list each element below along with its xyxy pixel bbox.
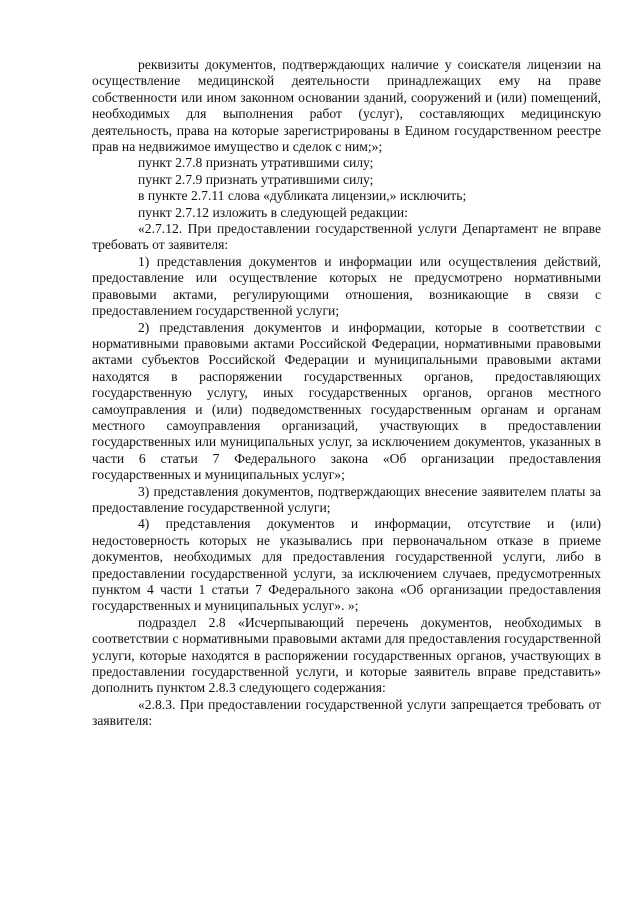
paragraph-item-2-7-8: пункт 2.7.8 признать утратившими силу; <box>138 155 374 171</box>
paragraph-item-2-7-11: в пункте 2.7.11 слова «дубликата лицензии,» исключить; <box>138 188 467 204</box>
paragraph-item-2-7-12-intro: пункт 2.7.12 изложить в следующей редакции: <box>138 204 408 220</box>
list-item-1: 1) представления документов и информации или осуществления действий, предоставление или осуществление которых не предусмотрено нормативными правовыми актами, регулирующими отношения, возникающие в связи с предоставлением государственной услуги; <box>92 253 601 319</box>
list-item-4: 4) представления документов и информации, отсутствие и (или) недостоверность которых не указывались при первоначальном отказе в приеме документов, необходимых для предоставления государственной услуги, либо в предоставлении государственной услуги, за исключением случаев, предусмотренных пунктом 4 части 1 статьи 7 Федерального закона «Об организации предоставления государственных и муниципальных услуг». »; <box>92 516 601 614</box>
list-item-2: 2) представления документов и информации, которые в соответствии с нормативными правовыми актами Российской Федерации, нормативными правовыми актами субъектов Российской Федерации и муниципальными правовыми актами находятся в распоряжении государственных органов, предоставляющих государственную услугу, иных государственных органов, органов местного самоуправления и (или) подведомственных государственным органам и органам местного самоуправления организаций, участвующих в предоставлении государственных или муниципальных услуг, за исключением документов, указанных в части 6 статьи 7 Федерального закона «Об организации предоставления государственных и муниципальных услуг»; <box>92 319 601 483</box>
paragraph-license-premises: реквизиты документов, подтверждающих наличие у соискателя лицензии на осуществление медицинской деятельности принадлежащих ему на праве собственности или ином законном основании зданий, сооружений и (или) помещений, необходимых для выполнения работ (услуг), составляющих медицинскую деятельность, права на которые зарегистрированы в Едином государственном реестре прав на недвижимое имущество и сделок с ним;»; <box>92 57 601 155</box>
paragraph-2-8-3: «2.8.3. При предоставлении государственной услуги запрещается требовать от заявителя: <box>92 696 601 729</box>
list-item-3: 3) представления документов, подтверждающих внесение заявителем платы за предоставление государственной услуги; <box>92 483 601 515</box>
paragraph-subsection-2-8: подраздел 2.8 «Исчерпывающий перечень документов, необходимых в соответствии с нормативными правовыми актами для предоставления государственной услуги, которые находятся в распоряжении государственных органов, участвующих в предоставлении государственной услуги, и которые заявитель вправе представить» дополнить пунктом 2.8.3 следующего содержания: <box>92 614 601 696</box>
paragraph-2-7-12-heading: «2.7.12. При предоставлении государственной услуги Департамент не вправе требовать от заявителя: <box>92 221 601 253</box>
paragraph-item-2-7-9: пункт 2.7.9 признать утратившими силу; <box>138 171 374 187</box>
document-page <box>92 57 601 730</box>
